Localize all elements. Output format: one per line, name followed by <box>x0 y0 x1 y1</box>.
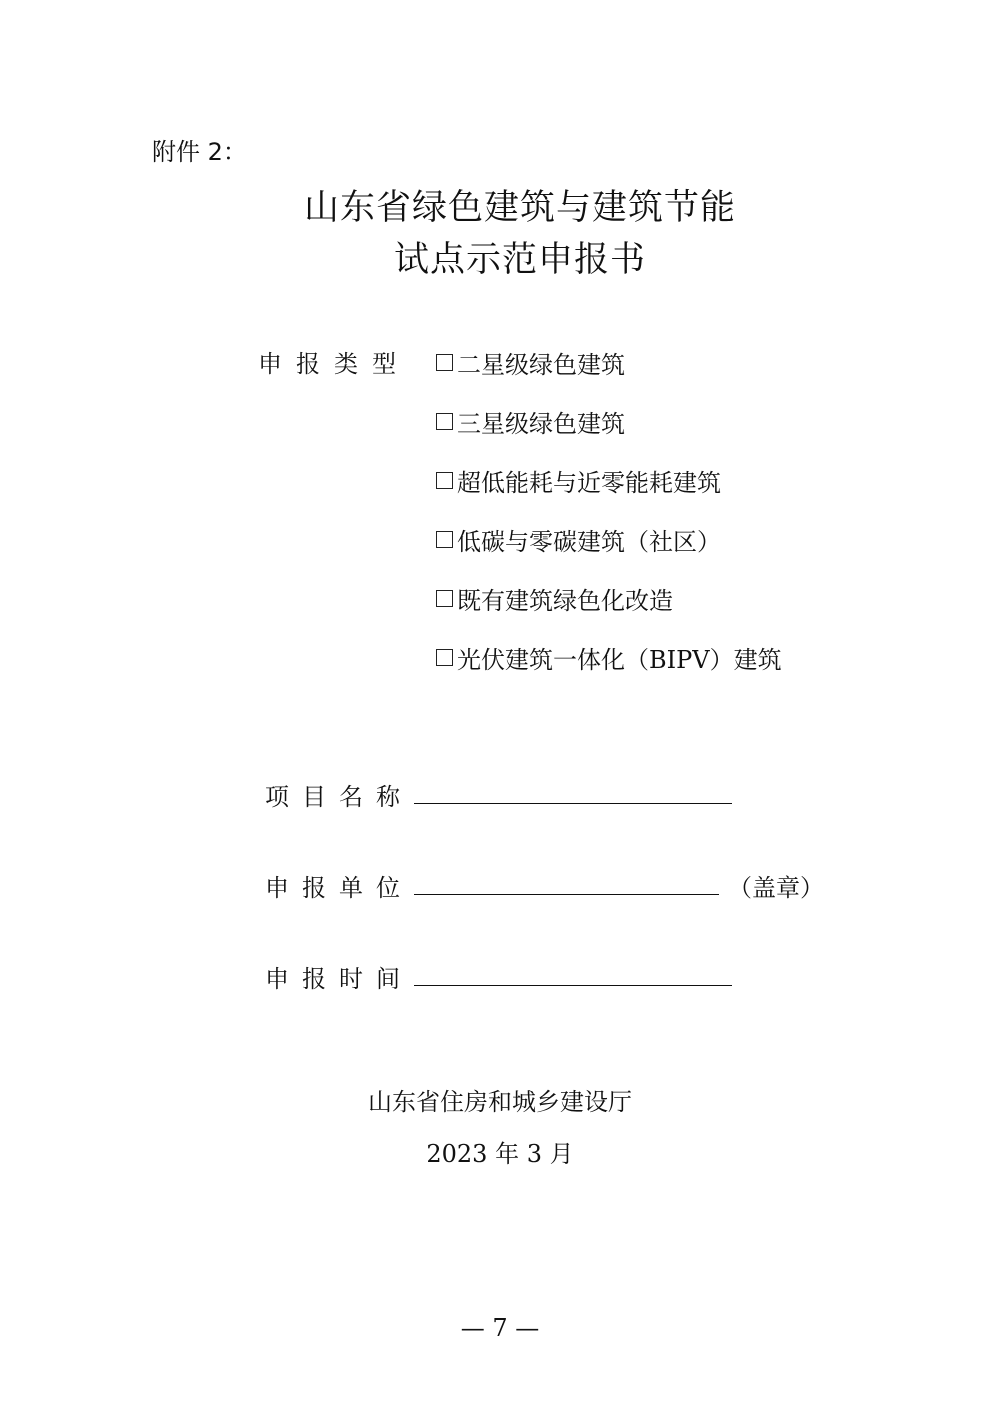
checkbox[interactable] <box>436 590 453 607</box>
option-label: 既有建筑绿色化改造 <box>457 587 673 615</box>
applicant-unit-field[interactable] <box>414 894 719 895</box>
project-name-label: 项目名称 <box>265 783 413 811</box>
document-title-line-2: 试点示范申报书 <box>393 240 646 280</box>
issuer: 山东省住房和城乡建设厅 <box>368 1088 632 1116</box>
option-existing-building-retrofit[interactable] <box>436 581 673 616</box>
option-label: 低碳与零碳建筑（社区） <box>457 528 721 556</box>
application-time-field[interactable] <box>414 985 732 986</box>
document-title-line-1: 山东省绿色建筑与建筑节能 <box>303 188 736 228</box>
checkbox[interactable] <box>436 649 453 666</box>
option-low-carbon-building[interactable] <box>436 522 721 557</box>
page-number: — 7 — <box>460 1314 540 1342</box>
option-label: 光伏建筑一体化（BIPV）建筑 <box>457 646 782 674</box>
applicant-unit-label: 申报单位 <box>265 874 413 902</box>
application-type-label: 申报类型 <box>258 350 410 378</box>
checkbox[interactable] <box>436 413 453 430</box>
option-two-star-green-building[interactable] <box>436 345 625 380</box>
checkbox[interactable] <box>436 472 453 489</box>
stamp-note: （盖章） <box>728 874 824 902</box>
checkbox[interactable] <box>436 531 453 548</box>
attachment-label: 附件 2： <box>152 138 247 166</box>
checkbox[interactable] <box>436 354 453 371</box>
option-three-star-green-building[interactable] <box>436 404 625 439</box>
application-time-label: 申报时间 <box>265 965 413 993</box>
issue-date: 2023 年 3 月 <box>426 1140 574 1168</box>
option-label: 二星级绿色建筑 <box>457 351 625 379</box>
option-label: 三星级绿色建筑 <box>457 410 625 438</box>
option-bipv-building[interactable] <box>436 640 782 675</box>
project-name-field[interactable] <box>414 803 732 804</box>
option-ultra-low-energy-building[interactable] <box>436 463 721 498</box>
option-label: 超低能耗与近零能耗建筑 <box>457 469 721 497</box>
